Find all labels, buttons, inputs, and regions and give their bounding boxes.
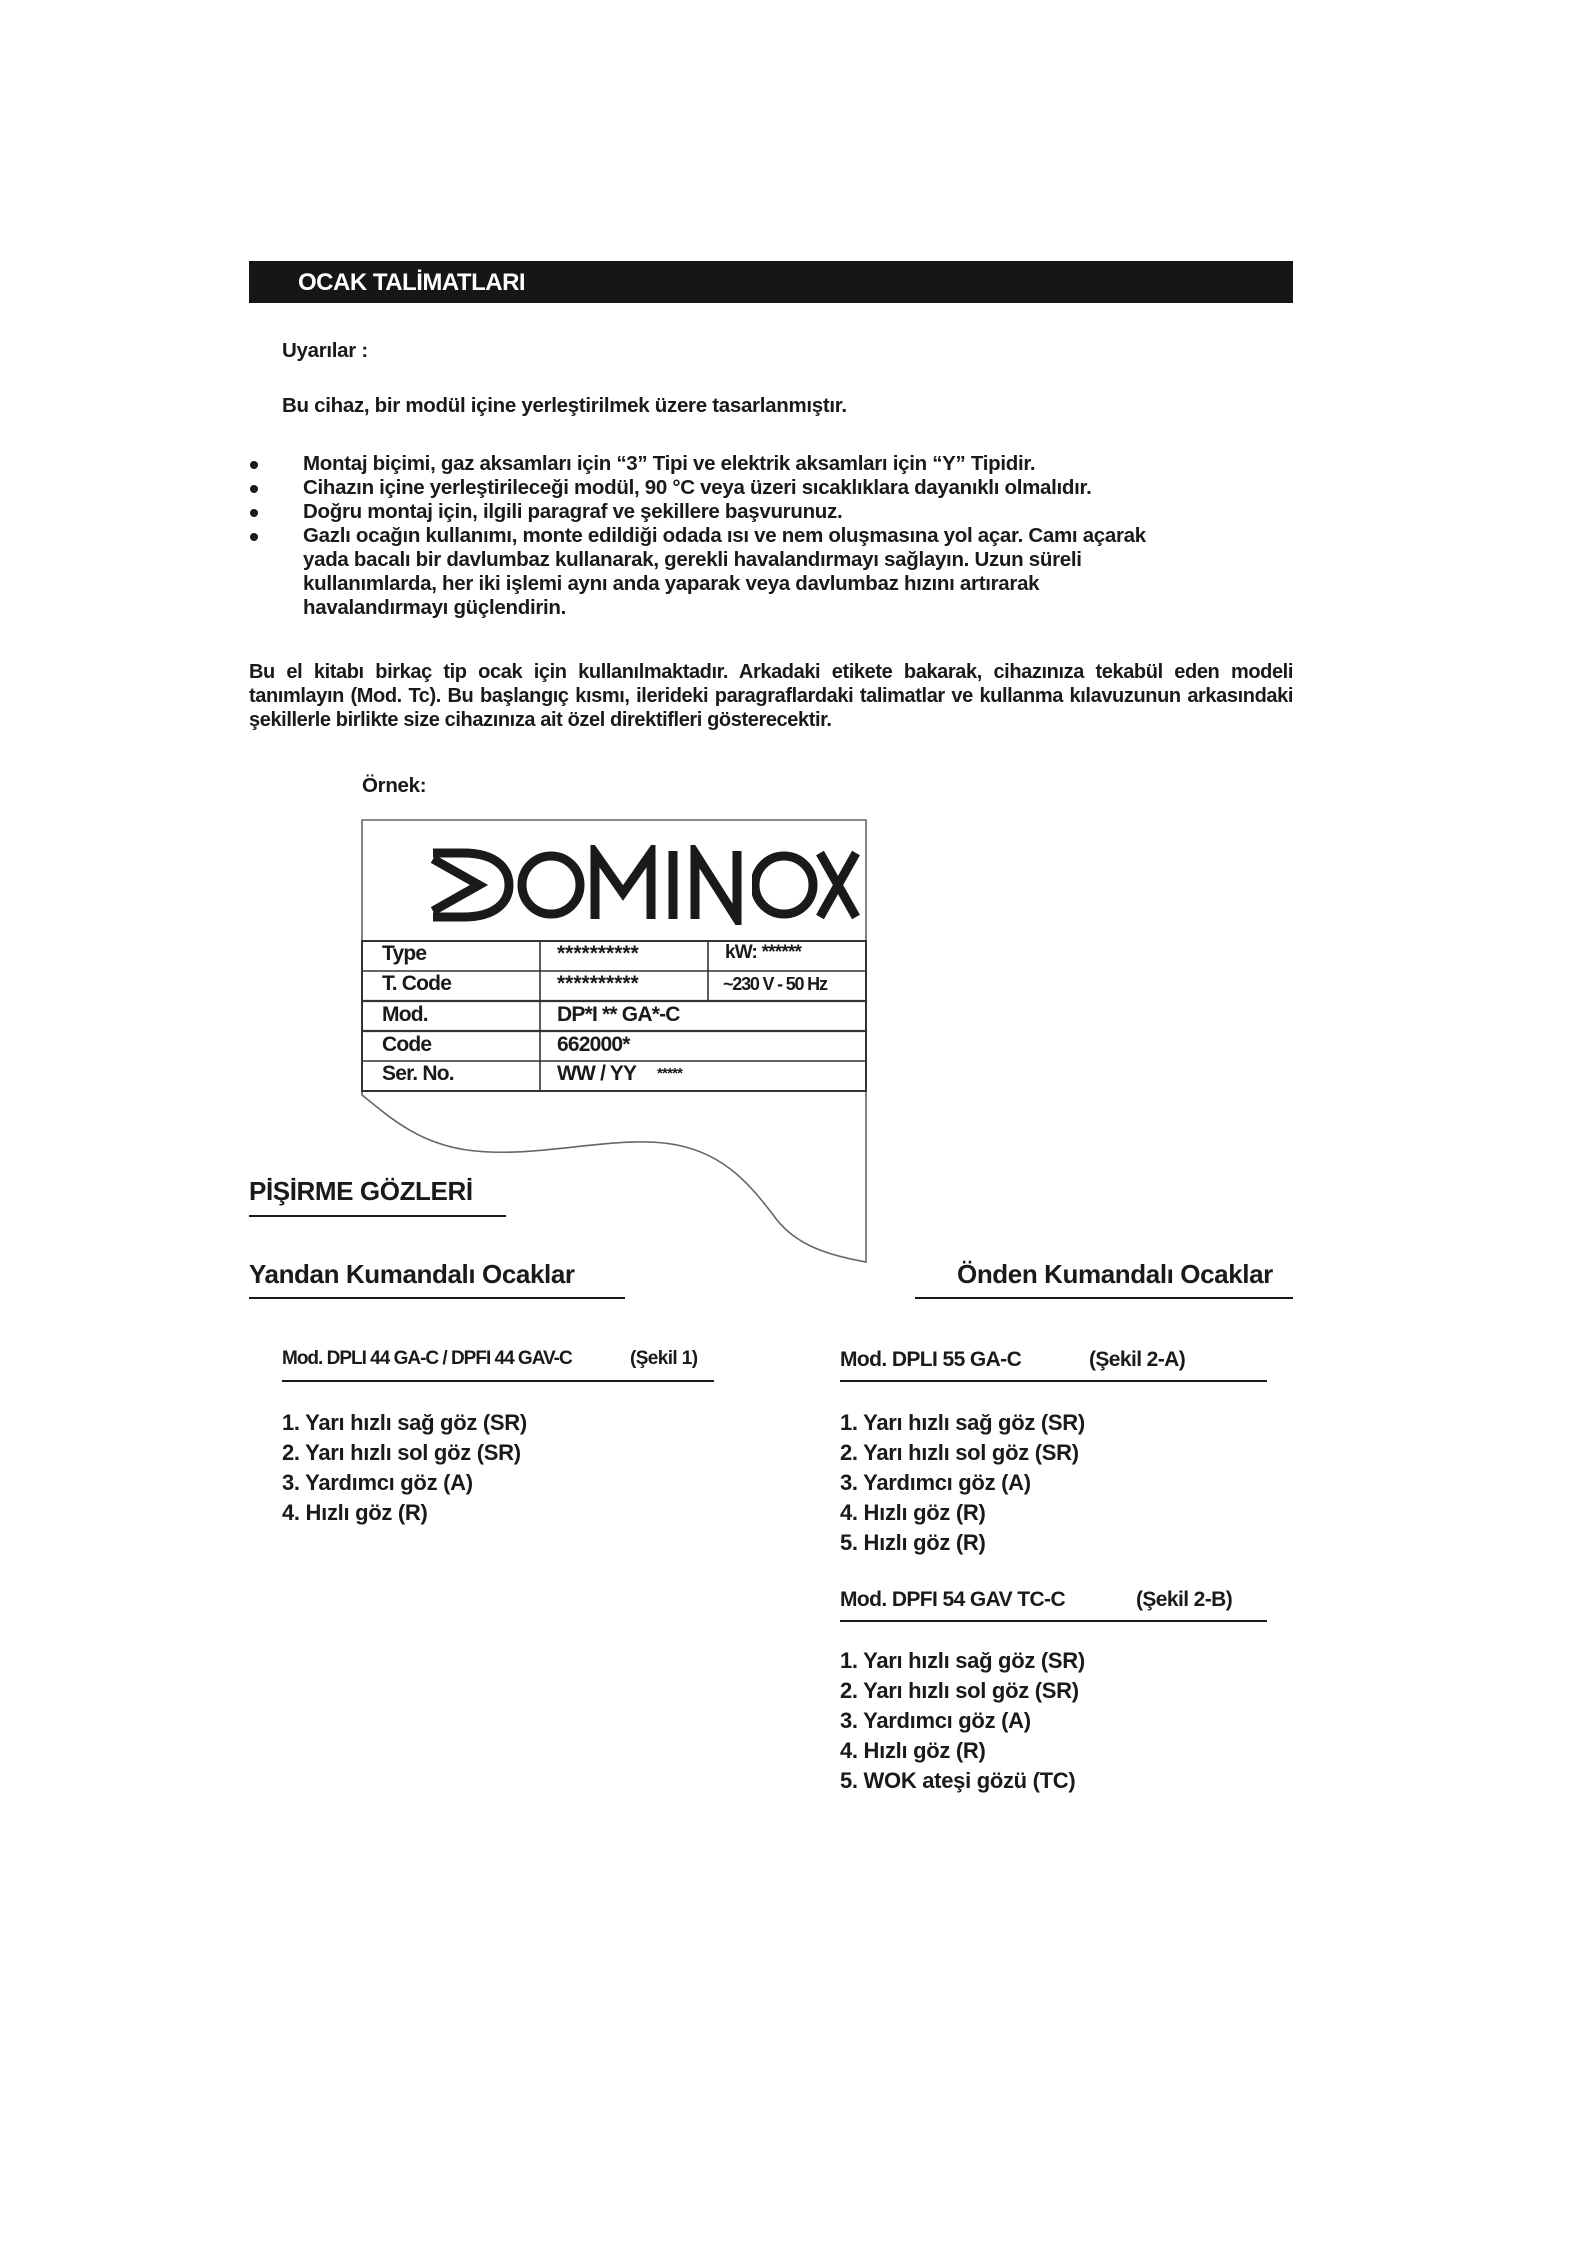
label-extra-kw: kW: ****** <box>725 942 802 963</box>
front-model-a-underline <box>840 1380 1267 1382</box>
list-item: 4. Hızlı göz (R) <box>840 1738 986 1763</box>
front-model-a-name: Mod. DPLI 55 GA-C <box>840 1348 1022 1371</box>
warnings-bullet-list <box>250 452 1300 652</box>
list-item: 4. Hızlı göz (R) <box>840 1500 986 1525</box>
side-model-figure: (Şekil 1) <box>630 1348 698 1369</box>
label-extra-voltage: ~230 V - 50 Hz <box>723 974 827 994</box>
dominox-logo <box>427 845 807 925</box>
title-underline <box>249 1215 506 1217</box>
front-model-b-figure: (Şekil 2-B) <box>1136 1588 1233 1611</box>
label-value-code: 662000* <box>557 1033 630 1056</box>
list-item: 3. Yardımcı göz (A) <box>840 1470 1031 1495</box>
warnings-heading: Uyarılar : <box>282 339 368 362</box>
list-item: 3. Yardımcı göz (A) <box>840 1708 1031 1733</box>
bullet-text: Cihazın içine yerleştirileceği modül, 90 °C veya üzeri sıcaklıklara dayanıklı olmalıdır. <box>303 476 1092 499</box>
bullet-icon <box>250 509 258 517</box>
dominox-logo-ox <box>752 845 862 925</box>
label-key-serial: Ser. No. <box>382 1062 454 1085</box>
side-model-list <box>282 1408 527 1528</box>
example-caption: Örnek: <box>362 774 427 797</box>
front-model-b-underline <box>840 1620 1267 1622</box>
bullet-text: Montaj biçimi, gaz aksamları için “3” Tipi ve elektrik aksamları için “Y” Tipidir. <box>303 452 1036 475</box>
label-key-tcode: T. Code <box>382 972 452 995</box>
bullet-text-line: yada bacalı bir davlumbaz kullanarak, gerekli havalandırmayı sağlayın. Uzun süreli <box>303 548 1082 571</box>
side-model-name: Mod. DPLI 44 GA-C / DPFI 44 GAV-C <box>282 1348 572 1369</box>
side-model-underline <box>282 1380 714 1382</box>
bullet-text-line: havalandırmayı güçlendirin. <box>303 596 567 619</box>
cooking-zones-title: PİŞİRME GÖZLERİ <box>249 1176 473 1206</box>
list-item: 2. Yarı hızlı sol göz (SR) <box>840 1440 1079 1465</box>
label-key-type: Type <box>382 942 427 965</box>
dominox-logo-mark <box>427 845 807 925</box>
label-value-mod: DP*I ** GA*-C <box>557 1003 680 1026</box>
bullet-icon <box>250 485 258 493</box>
front-model-a-list <box>840 1408 1085 1558</box>
front-title-underline <box>915 1297 1293 1299</box>
front-model-b-name: Mod. DPFI 54 GAV TC-C <box>840 1588 1066 1611</box>
side-control-title: Yandan Kumandalı Ocaklar <box>249 1259 575 1289</box>
list-item: 5. WOK ateşi gözü (TC) <box>840 1768 1076 1793</box>
label-key-code: Code <box>382 1033 432 1056</box>
section-header-bar <box>249 261 1293 303</box>
bullet-text-line: Gazlı ocağın kullanımı, monte edildiği odada ısı ve nem oluşmasına yol açar. Camı açarak <box>303 524 1146 547</box>
front-model-a-figure: (Şekil 2-A) <box>1089 1348 1186 1371</box>
label-value-type: ********** <box>557 942 639 965</box>
bullet-icon <box>250 461 258 469</box>
front-model-b-list <box>840 1646 1085 1796</box>
side-title-underline <box>249 1297 625 1299</box>
list-item: 1. Yarı hızlı sağ göz (SR) <box>282 1410 527 1435</box>
list-item: 2. Yarı hızlı sol göz (SR) <box>840 1678 1079 1703</box>
list-item: 1. Yarı hızlı sağ göz (SR) <box>840 1410 1085 1435</box>
dominox-logo-tail <box>752 845 862 925</box>
front-control-title: Önden Kumandalı Ocaklar <box>957 1259 1273 1289</box>
list-item: 5. Hızlı göz (R) <box>840 1530 986 1555</box>
label-extra-serial: ***** <box>657 1065 683 1082</box>
intro-paragraph: Bu el kitabı birkaç tip ocak için kullanılmaktadır. Arkadaki etikete bakarak, cihazınıza tekabül eden modeli tanımlayın (Mod. Tc). Bu başlangıç kısmı, ilerideki paragraflardaki talimatlar ve kullanma kılavuzunun arkasındaki şekillerle birlikte size cihazınıza ait özel direktifleri gösterecektir. <box>249 661 1293 731</box>
bullet-text: Doğru montaj için, ilgili paragraf ve şekillere başvurunuz. <box>303 500 843 523</box>
bullet-icon <box>250 533 258 541</box>
warnings-intro: Bu cihaz, bir modül içine yerleştirilmek üzere tasarlanmıştır. <box>282 394 847 417</box>
list-item: 2. Yarı hızlı sol göz (SR) <box>282 1440 521 1465</box>
list-item: 4. Hızlı göz (R) <box>282 1500 428 1525</box>
label-value-serial: WW / YY <box>557 1062 637 1085</box>
list-item: 3. Yardımcı göz (A) <box>282 1470 473 1495</box>
label-key-mod: Mod. <box>382 1003 428 1026</box>
bullet-text-line: kullanımlarda, her iki işlemi aynı anda yaparak veya davlumbaz hızını artırarak <box>303 572 1040 595</box>
list-item: 1. Yarı hızlı sağ göz (SR) <box>840 1648 1085 1673</box>
section-title: OCAK TALİMATLARI <box>298 269 526 296</box>
label-value-tcode: ********** <box>557 972 639 995</box>
